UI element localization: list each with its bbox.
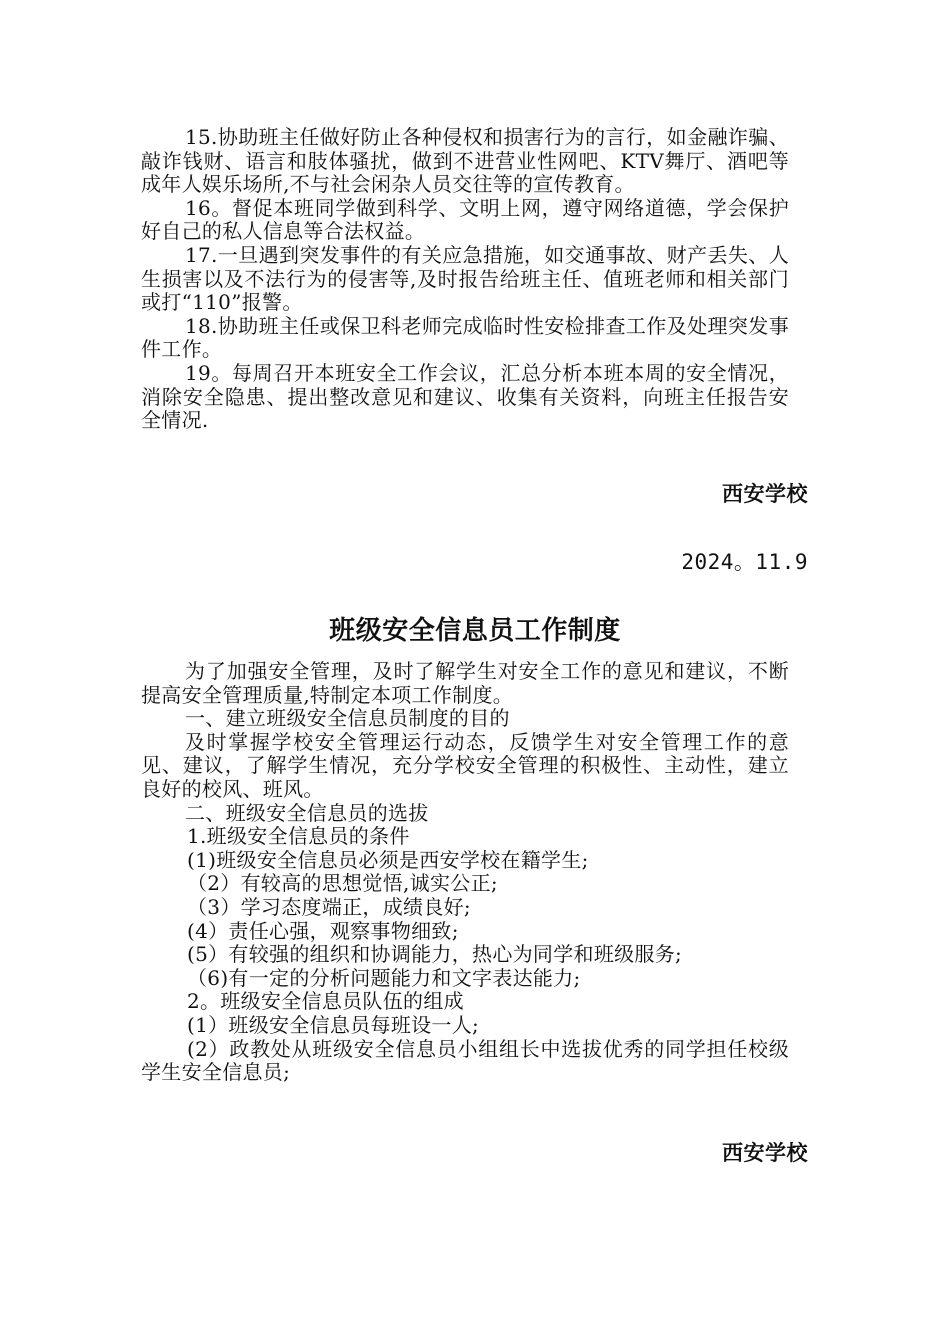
team-item: (1）班级安全信息员每班设一人; [187,1012,480,1037]
condition-item: （2）有较高的思想觉悟,诚实公正; [187,871,498,896]
section2-body [141,660,789,1085]
intro-paragraph: 为了加强安全管理，及时了解学生对安全工作的意见和建议，不断提高安全管理质量,特制定本项工作制度。 [141,659,789,707]
paragraph-19: 19。每周召开本班安全工作会议，汇总分析本班本周的安全情况，消除安全隐患、提出整改意见和建议、收集有关资料，向班主任报告安全情况. [141,360,789,433]
condition-item: （6)有一定的分析问题能力和文字表达能力; [187,965,581,990]
section1-body [141,126,789,433]
paragraph-18: 18.协助班主任或保卫科老师完成临时性安检排查工作及处理突发事件工作。 [141,313,789,362]
condition-item: (5）有较强的组织和协调能力，热心为同学和班级服务; [187,942,683,967]
condition-item: （3）学习态度端正，成绩良好; [187,894,471,919]
paragraph-16: 16。督促本班同学做到科学、文明上网，遵守网络道德，学会保护好自己的私人信息等合法权益。 [141,195,789,244]
signature-date: 2024。11.9 [681,550,808,574]
purpose-paragraph: 及时掌握学校安全管理运行动态，反馈学生对安全管理工作的意见、建议，了解学生情况，充分学校安全管理的积极性、主动性，建立良好的校风、班风。 [141,729,789,801]
subheading-conditions: 1.班级安全信息员的条件 [187,824,410,849]
section-heading-purpose: 一、建立班级安全信息员制度的目的 [185,706,510,731]
section-heading-selection: 二、班级安全信息员的选拔 [185,800,429,825]
page-title: 班级安全信息员工作制度 [329,616,621,646]
paragraph-15: 15.协助班主任做好防止各种侵权和损害行为的言行，如金融诈骗、敲诈钱财、语言和肢体骚扰，做到不进营业性网吧、KTV舞厅、酒吧等成年人娱乐场所,不与社会闲杂人员交往等的宣传教育。 [141,125,789,197]
signature-school: 西安学校 [722,482,808,506]
subheading-team: 2。班级安全信息员队伍的组成 [187,989,464,1014]
team-item: (2）政教处从班级安全信息员小组组长中选拔优秀的同学担任校级学生安全信息员; [141,1036,789,1085]
condition-item: (1)班级安全信息员必须是西安学校在籍学生; [187,847,589,872]
condition-item: (4）责任心强，观察事物细致; [187,918,459,943]
signature-school-2: 西安学校 [722,1141,808,1165]
paragraph-17: 17.一旦遇到突发事件的有关应急措施，如交通事故、财产丢失、人生损害以及不法行为的侵害等,及时报告给班主任、值班老师和相关部门或打“110”报警。 [141,242,789,315]
